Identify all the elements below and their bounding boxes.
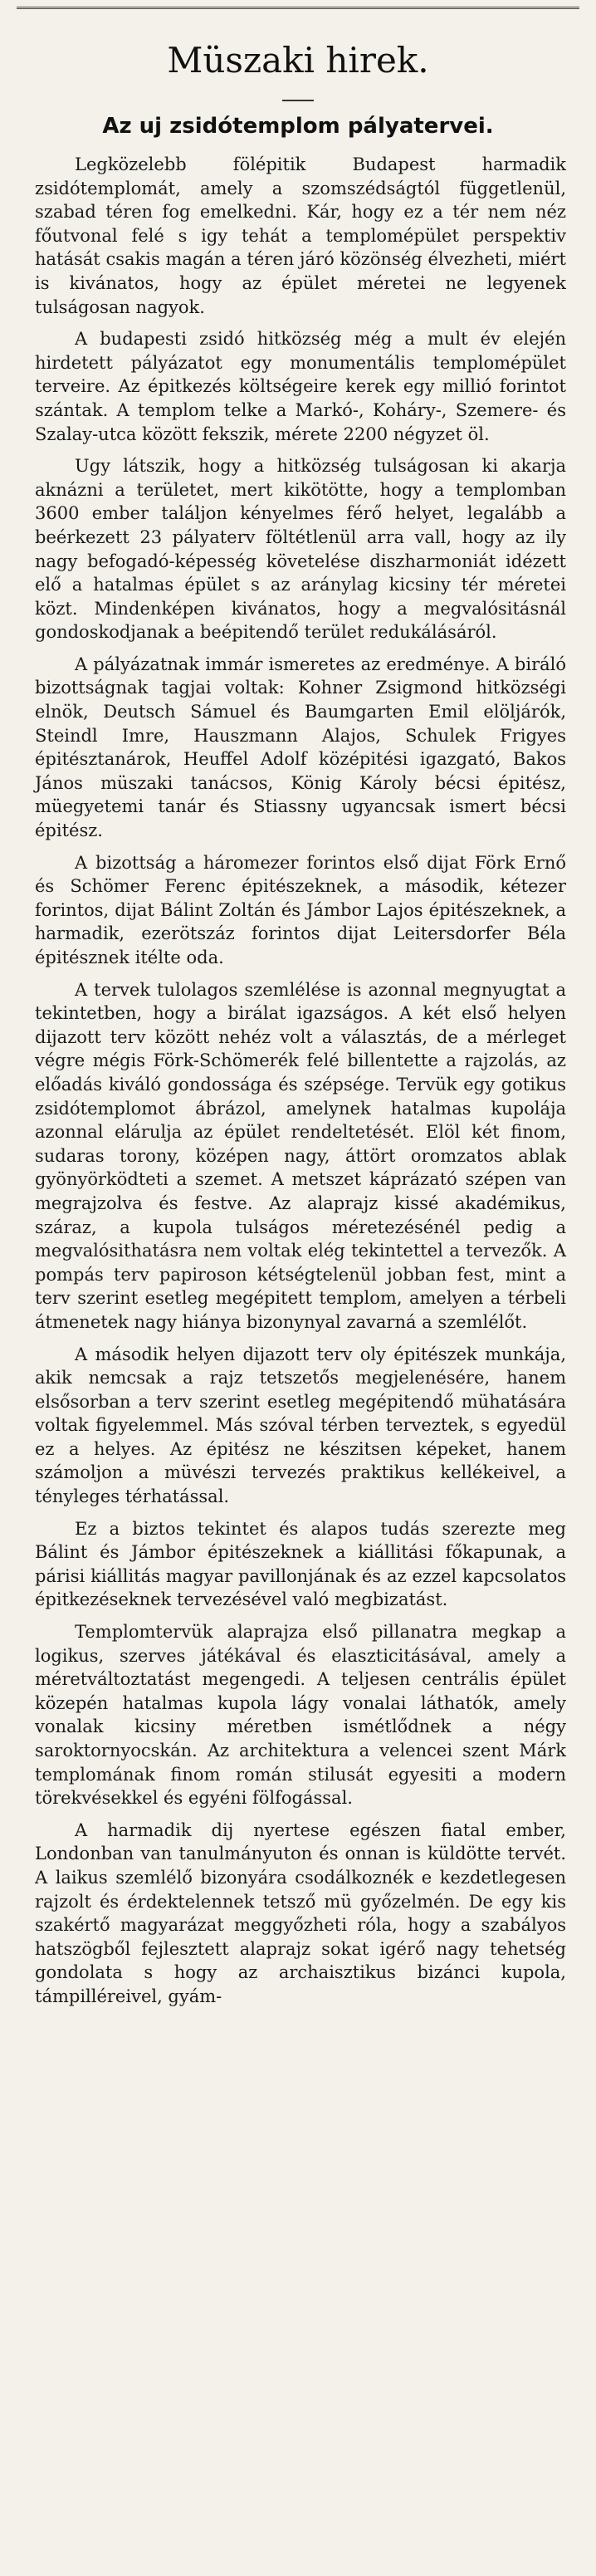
paragraph: Templomtervük alaprajza első pillanatra megkap a logikus, szerves játékával és elaszticitásával, amely a méretváltoztatást megengedi. A teljesen centrális épület közepén hatalmas kupola lágy vonalai láthatók, amely vonalak kicsiny méretben ismétlődnek a négy saroktornyocskán. Az architektura a velencei szent Márk templomának finom román stilusát egyesiti a modern törekvésekkel és egyéni fölfogással. <box>35 1622 566 1809</box>
paragraph: Legközelebb fölépitik Budapest harmadik zsidótemplomát, amely a szomszédságtól függetlenül, szabad téren fog emelkedni. Kár, hogy ez a tér nem néz főutvonal felé s igy tehát a templomépület perspektiv hatását csakis magán a téren járó közönség élvezheti, miért is kivánatos, hogy az épület méretei ne legyenek tulságosan nagyok. <box>35 154 566 317</box>
paragraph: A második helyen dijazott terv oly épitészek munkája, akik nemcsak a rajz tetszetős megjelenésére, hanem elsősorban a terv szerint esetleg megépitendő mühatására voltak figyelemmel. Más szóval térben terveztek, s egyedül ez a helyes. Az épitész ne készitsen képeket, hanem számoljon a müvészi tervezés praktikus kellékeivel, a tényleges térhatással. <box>35 1344 566 1507</box>
section-title: Müszaki hirek. <box>167 40 429 81</box>
paragraph: A harmadik dij nyertese egészen fiatal ember, Londonban van tanulmányuton és onnan is küldötte tervét. A laikus szemlélő bizonyára csodálkoznék e kezdetlegesen rajzolt és érdektelennek tetsző mü győzelmén. De egy kis szakértő magyarázat meggyőzheti róla, hogy a szabályos hatszögből fejlesztett alaprajz sokat igérő nagy tehetség gondolata s hogy az archaisztikus bizánci kupola, támpilléreivel, gyám- <box>35 1819 566 2006</box>
paragraph: Ez a biztos tekintet és alapos tudás szerezte meg Bálint és Jámbor épitészeknek a kiállitási főkapunak, a párisi kiállitás magyar pavillonjának és az ezzel kapcsolatos épitkezéseknek tervezésével való megbizatást. <box>35 1518 566 1610</box>
paragraph: Ugy látszik, hogy a hitközség tulságosan ki akarja aknázni a területet, mert kikötötte, hogy a templomban 3600 ember találjon kényelmes férő helyet, legalább a beérkezett 23 pályaterv föltétlenül arra vall, hogy az ily nagy befogadó-képesség követelése diszharmoniát idézett elő a hatalmas épület s az aránylag kicsiny tér méretei közt. Mindenképen kivánatos, hogy a megvalósitásnál gondoskodjanak a beépitendő terület redukálásáról. <box>35 456 566 643</box>
paragraph: A bizottság a háromezer forintos első dijat Förk Ernő és Schömer Ferenc épitészeknek, a második, kétezer forintos, dijat Bálint Zoltán és Jámbor Lajos épitészeknek, a harmadik, ezerötszáz forintos dijat Leitersdorfer Béla épitésznek itélte oda. <box>35 852 566 967</box>
paragraph: A pályázatnak immár ismeretes az eredménye. A biráló bizottságnak tagjai voltak: Kohner Zsigmond hitközségi elnök, Deutsch Sámuel és Baumgarten Emil elöljárók, Steindl Imre, Hauszmann Alajos, Schulek Frigyes épitésztanárok, Heuffel Adolf középitési igazgató, Bakos János müszaki tanácsos, König Károly bécsi épitész, müegyetemi tanár és Stiassny ugyancsak ismert bécsi épitész. <box>35 654 566 841</box>
top-rule <box>17 7 579 9</box>
paragraph: A budapesti zsidó hitközség még a mult év elején hirdetett pályázatot egy monumentális templomépület terveire. Az épitkezés költségeire kerek egy millió forintot szántak. A templom telke a Markó-, Koháry-, Szemere- és Szalay-utca között fekszik, mérete 2200 négyzet öl. <box>35 329 566 444</box>
article-title: Az uj zsidótemplom pályatervei. <box>102 114 494 139</box>
paragraph: A tervek tulolagos szemlélése is azonnal megnyugtat a tekintetben, hogy a birálat igazságos. A két első helyen dijazott terv között nehéz volt a választás, de a mérleget végre mégis Förk-Schömerék felé billentette a rajzolás, az előadás kiváló gondossága és szépsége. Tervük egy gotikus zsidótemplomot ábrázol, amelynek hatalmas kupolája azonnal elárulja az épület rendeltetését. Elöl két finom, sudaras torony, középen nagy, áttört oromzatos ablak gyönyörködteti a szemet. A metszet káprázató szépen van megrajzolva és festve. Az alaprajz kissé akadémikus, száraz, a kupola tulságos méretezésénél pedig a megvalósithatásra nem voltak elég tekintettel a tervezők. A pompás terv papiroson kétségtelenül jobban fest, mint a terv szerint esetleg megépitett templom, amelyen a térbeli átmenetek nagy hiánya bizonynyal zavarná a szemlélőt. <box>35 979 566 1332</box>
article-body <box>35 153 566 2014</box>
title-divider <box>282 100 314 101</box>
